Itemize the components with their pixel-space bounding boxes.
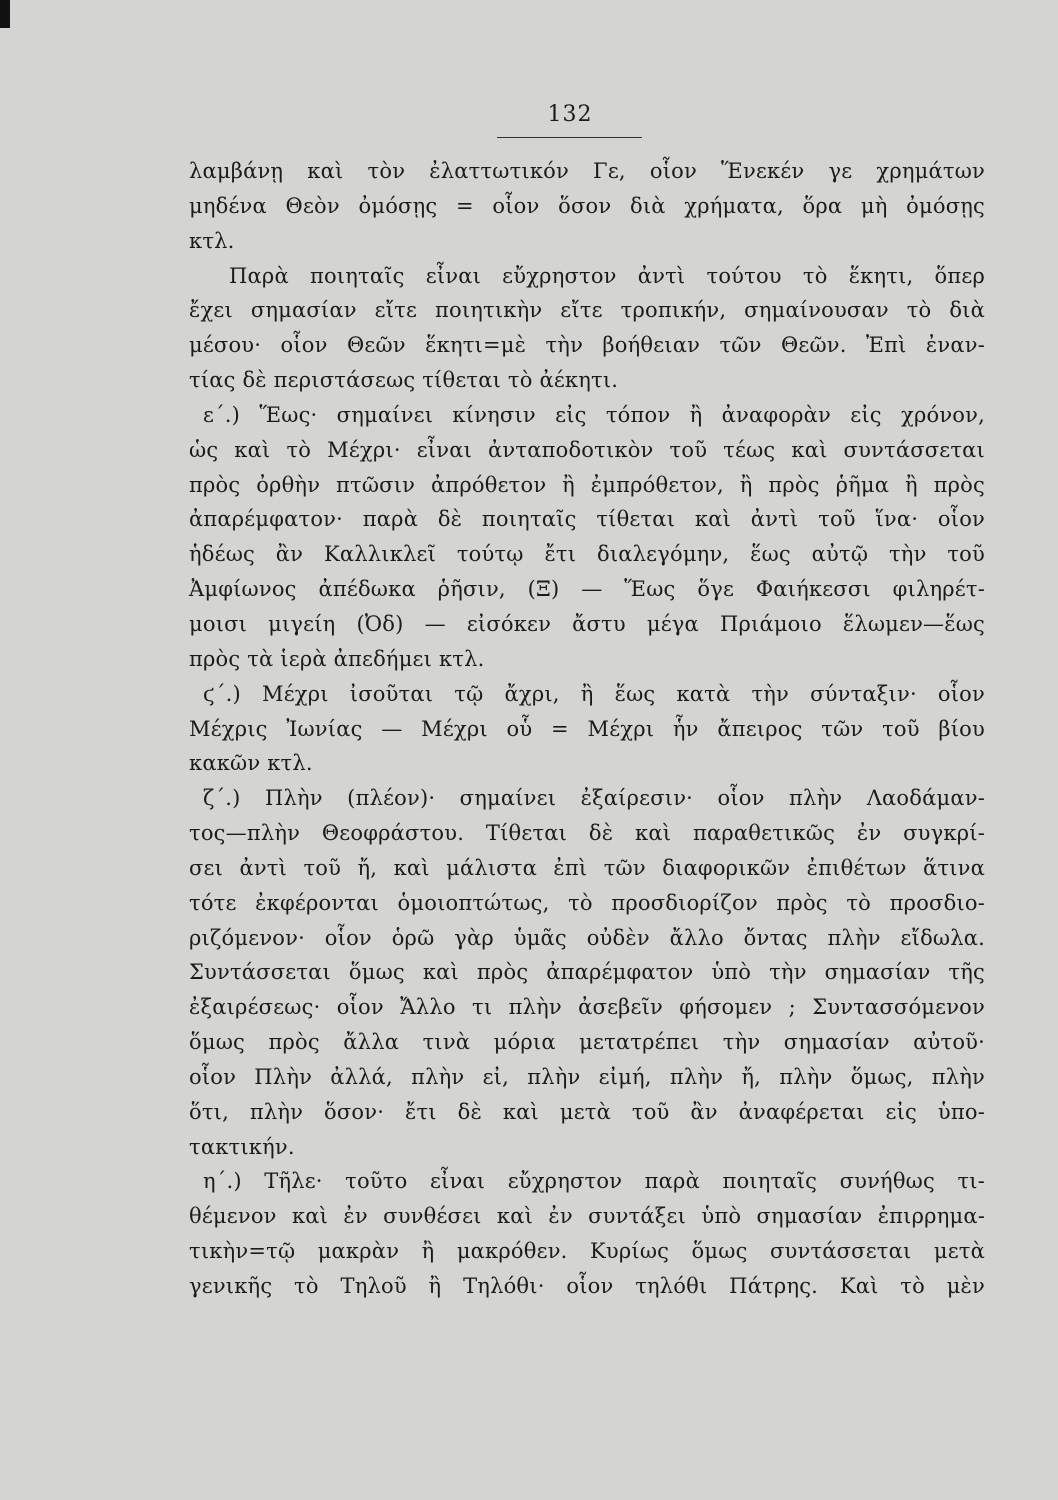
text-line-20: τος—πλὴν Θεοφράστου. Τίθεται δὲ καὶ παραθετικῶς ἐν συγκρί-	[189, 821, 985, 846]
text-line-14: μοισι μιγείη (Ὀδ) — εἰσόκεν ἄστυ μέγα Πριάμοιο ἕλωμεν—ἕως	[189, 611, 985, 636]
text-line-18: κακῶν κτλ.	[189, 751, 313, 776]
text-line-4: Παρὰ ποιηταῖς εἶναι εὔχρηστον ἀντὶ τούτου τὸ ἕκητι, ὅπερ	[229, 263, 985, 288]
body-text	[189, 154, 985, 1304]
text-line-10: πρὸς ὀρθὴν πτῶσιν ἀπρόθετον ἢ ἐμπρόθετον, ἢ πρὸς ῥῆμα ἢ πρὸς	[189, 472, 985, 497]
text-line-5: ἔχει σημασίαν εἴτε ποιητικὴν εἴτε τροπικήν, σημαίνουσαν τὸ διὰ	[189, 298, 985, 323]
text-line-11: ἀπαρέμφατον· παρὰ δὲ ποιηταῖς τίθεται καὶ ἀντὶ τοῦ ἵνα· οἷον	[189, 507, 985, 532]
text-line-3: κτλ.	[189, 228, 235, 253]
text-line-6: μέσου· οἷον Θεῶν ἕκητι=μὲ τὴν βοήθειαν τῶν Θεῶν. Ἐπὶ ἐναν-	[189, 333, 985, 358]
text-line-29: τακτικήν.	[189, 1134, 295, 1159]
text-line-16: ϛ΄.) Μέχρι ἰσοῦται τῷ ἄχρι, ἢ ἕως κατὰ τὴν σύνταξιν· οἷον	[203, 681, 985, 706]
text-line-23: ριζόμενον· οἷον ὁρῶ γὰρ ὑμᾶς οὐδὲν ἄλλο ὄντας πλὴν εἴδωλα.	[189, 925, 985, 950]
text-line-32: τικὴν=τῷ μακρὰν ἢ μακρόθεν. Κυρίως ὅμως συντάσσεται μετὰ	[189, 1239, 985, 1264]
text-line-21: σει ἀντὶ τοῦ ἤ, καὶ μάλιστα ἐπὶ τῶν διαφορικῶν ἐπιθέτων ἅτινα	[189, 855, 985, 880]
text-line-2: μηδένα Θεὸν ὀμόσῃς = οἷον ὅσον διὰ χρήματα, ὅρα μὴ ὀμόσῃς	[189, 193, 985, 218]
text-line-26: ὅμως πρὸς ἄλλα τινὰ μόρια μετατρέπει τὴν σημασίαν αὐτοῦ·	[189, 1030, 985, 1055]
text-line-25: ἐξαιρέσεως· οἷον Ἄλλο τι πλὴν ἀσεβεῖν φήσομεν ; Συντασσόμενον	[189, 995, 985, 1020]
text-line-8: ε΄.) Ἕως· σημαίνει κίνησιν εἰς τόπον ἢ ἀναφορὰν εἰς χρόνον,	[203, 402, 985, 427]
text-line-12: ἡδέως ἂν Καλλικλεῖ τούτῳ ἔτι διαλεγόμην, ἕως αὐτῷ τὴν τοῦ	[189, 542, 985, 567]
text-line-24: Συντάσσεται ὅμως καὶ πρὸς ἀπαρέμφατον ὑπὸ τὴν σημασίαν τῆς	[189, 960, 985, 985]
text-line-27: οἷον Πλὴν ἀλλά, πλὴν εἰ, πλὴν εἰμή, πλὴν ἤ, πλὴν ὅμως, πλὴν	[189, 1064, 985, 1089]
text-line-9: ὡς καὶ τὸ Μέχρι· εἶναι ἀνταποδοτικὸν τοῦ τέως καὶ συντάσσεται	[189, 437, 985, 462]
text-line-28: ὅτι, πλὴν ὅσον· ἔτι δὲ καὶ μετὰ τοῦ ἂν ἀναφέρεται εἰς ὑπο-	[189, 1099, 985, 1124]
text-line-7: τίας δὲ περιστάσεως τίθεται τὸ ἀέκητι.	[189, 368, 619, 393]
text-line-30: η΄.) Τῆλε· τοῦτο εἶναι εὔχρηστον παρὰ ποιηταῖς συνήθως τι-	[203, 1169, 985, 1194]
text-line-31: θέμενον καὶ ἐν συνθέσει καὶ ἐν συντάξει ὑπὸ σημασίαν ἐπιρρημα-	[189, 1204, 985, 1229]
text-line-1: λαμβάνῃ καὶ τὸν ἐλαττωτικόν Γε, οἷον Ἕνεκέν γε χρημάτων	[189, 159, 985, 183]
page-number: 132	[547, 102, 593, 127]
text-line-19: ζ΄.) Πλὴν (πλέον)· σημαίνει ἐξαίρεσιν· οἷον πλὴν Λαοδάμαν-	[203, 786, 985, 811]
text-line-22: τότε ἐκφέρονται ὁμοιοπτώτως, τὸ προσδιορίζον πρὸς τὸ προσδιο-	[189, 890, 985, 915]
text-line-17: Μέχρις Ἰωνίας — Μέχρι οὗ = Μέχρι ἧν ἄπειρος τῶν τοῦ βίου	[189, 716, 985, 741]
page-number-rule	[497, 137, 642, 138]
text-line-13: Ἀμφίωνος ἀπέδωκα ῥῆσιν, (Ξ) — Ἕως ὅγε Φαιήκεσσι φιληρέτ-	[189, 577, 985, 602]
text-line-33: γενικῆς τὸ Τηλοῦ ἢ Τηλόθι· οἷον τηλόθι Πάτρης. Καὶ τὸ μὲν	[189, 1274, 985, 1298]
text-line-15: πρὸς τὰ ἱερὰ ἀπεδήμει κτλ.	[189, 646, 485, 671]
